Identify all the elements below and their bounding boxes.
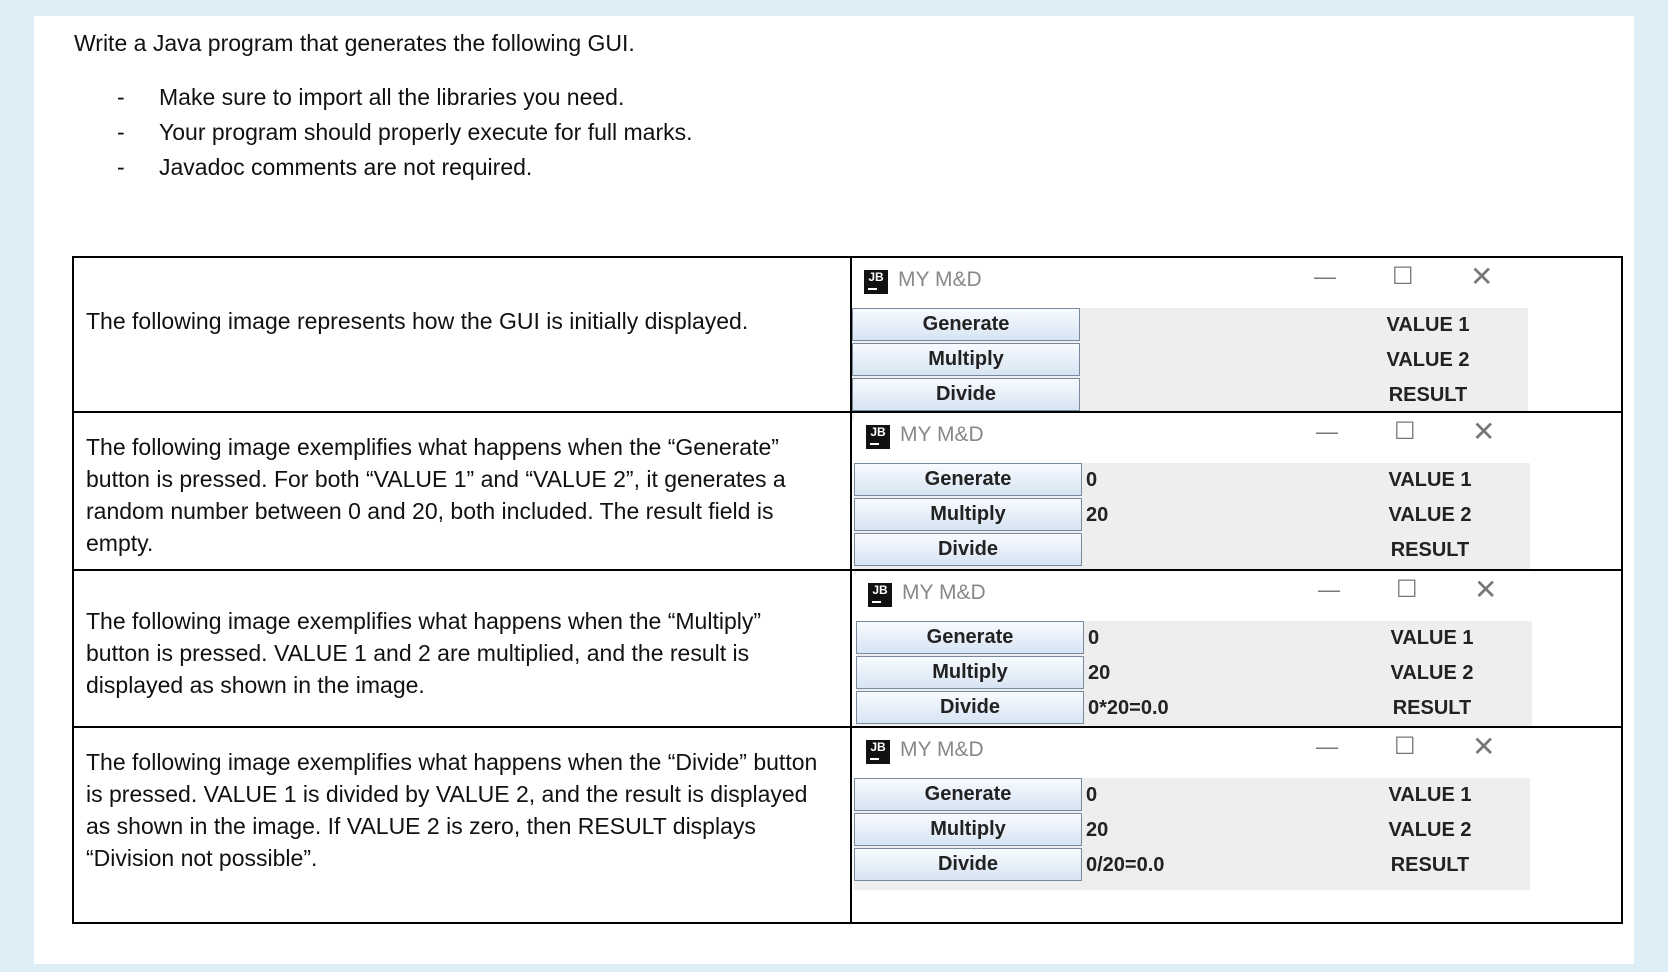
window-titlebar (854, 413, 1538, 461)
value2-label: VALUE 2 (1388, 503, 1472, 526)
result-label: RESULT (1392, 696, 1472, 719)
document-page (34, 16, 1634, 964)
generate-button[interactable]: Generate (856, 621, 1084, 654)
value1-field[interactable]: 0 (1088, 626, 1100, 649)
window-content (854, 778, 1530, 890)
value2-label: VALUE 2 (1388, 818, 1472, 841)
description-table (72, 256, 1623, 924)
list-item (117, 80, 693, 115)
window-titlebar (852, 258, 1536, 306)
minimize-icon[interactable]: — (1316, 419, 1338, 444)
multiply-button[interactable]: Multiply (854, 813, 1082, 846)
value1-field[interactable]: 0 (1086, 468, 1098, 491)
close-icon[interactable]: ✕ (1472, 416, 1496, 447)
close-icon[interactable]: ✕ (1472, 731, 1496, 762)
bullet-text: Make sure to import all the libraries you need. (159, 84, 625, 110)
result-field[interactable] (1082, 378, 1334, 412)
multiply-button[interactable]: Multiply (856, 656, 1084, 689)
window-content (856, 621, 1532, 733)
java-app-icon: JB (866, 740, 890, 764)
bullet-dash: - (117, 154, 125, 180)
gui-window (852, 258, 1536, 420)
intro-text: Write a Java program that generates the following GUI. (74, 30, 635, 56)
result-label: RESULT (1390, 538, 1470, 561)
close-icon[interactable]: ✕ (1474, 574, 1498, 605)
value2-field[interactable]: 20 (1086, 503, 1109, 526)
gui-window (854, 413, 1538, 575)
row-description: The following image exemplifies what happens when the “Multiply” button is pressed. VALUE 1 and 2 are multiplied, and the result is displayed as shown in the image. (86, 608, 762, 698)
generate-button[interactable]: Generate (854, 778, 1082, 811)
row-description: The following image exemplifies what happens when the “Generate” button is pressed. For both “VALUE 1” and “VALUE 2”, it generates a random number between 0 and 20, both included. The result field is empty. (86, 434, 786, 556)
minimize-icon[interactable]: — (1314, 264, 1336, 289)
value2-label: VALUE 2 (1386, 348, 1470, 371)
java-app-icon: JB (864, 270, 888, 294)
divide-button[interactable]: Divide (854, 848, 1082, 881)
java-app-icon: JB (868, 583, 892, 607)
minimize-icon[interactable]: — (1318, 577, 1340, 602)
table-row (74, 411, 1621, 571)
divide-button[interactable]: Divide (856, 691, 1084, 724)
value1-label: VALUE 1 (1390, 626, 1474, 649)
maximize-icon[interactable]: ☐ (1396, 576, 1418, 603)
value2-label: VALUE 2 (1390, 661, 1474, 684)
list-item (117, 150, 693, 185)
window-title: MY M&D (902, 581, 986, 604)
maximize-icon[interactable]: ☐ (1392, 263, 1414, 290)
maximize-icon[interactable]: ☐ (1394, 733, 1416, 760)
java-app-icon: JB (866, 425, 890, 449)
value1-field[interactable]: 0 (1086, 783, 1098, 806)
requirements-list (117, 80, 693, 185)
bullet-dash: - (117, 119, 125, 145)
multiply-button[interactable]: Multiply (854, 498, 1082, 531)
gui-window (854, 728, 1538, 890)
value1-label: VALUE 1 (1386, 313, 1470, 336)
divide-button[interactable]: Divide (852, 378, 1080, 411)
value2-field[interactable]: 20 (1088, 661, 1111, 684)
window-title: MY M&D (900, 738, 984, 761)
value1-field[interactable] (1082, 308, 1334, 342)
window-title: MY M&D (898, 268, 982, 291)
window-content (852, 308, 1528, 420)
table-row (74, 569, 1621, 728)
row-description: The following image exemplifies what happens when the “Divide” button is pressed. VALUE 1 is divided by VALUE 2, and the result is displayed as shown in the image. If VALUE 2 is zero, then RESULT displays “Division not possible”. (86, 749, 818, 871)
value2-field[interactable]: 20 (1086, 818, 1109, 841)
result-field[interactable]: 0/20=0.0 (1086, 853, 1165, 876)
result-field[interactable]: 0*20=0.0 (1088, 696, 1169, 719)
minimize-icon[interactable]: — (1316, 734, 1338, 759)
generate-button[interactable]: Generate (852, 308, 1080, 341)
bullet-text: Your program should properly execute for full marks. (159, 119, 693, 145)
window-title: MY M&D (900, 423, 984, 446)
table-row (74, 258, 1621, 411)
maximize-icon[interactable]: ☐ (1394, 418, 1416, 445)
row-description: The following image represents how the GUI is initially displayed. (86, 308, 749, 334)
bullet-dash: - (117, 84, 125, 110)
table-row (74, 726, 1621, 924)
window-titlebar (854, 728, 1538, 776)
multiply-button[interactable]: Multiply (852, 343, 1080, 376)
close-icon[interactable]: ✕ (1470, 261, 1494, 292)
value1-label: VALUE 1 (1388, 783, 1472, 806)
window-content (854, 463, 1530, 575)
gui-window (856, 571, 1540, 733)
value1-label: VALUE 1 (1388, 468, 1472, 491)
window-titlebar (856, 571, 1540, 619)
list-item (117, 115, 693, 150)
bullet-text: Javadoc comments are not required. (159, 154, 533, 180)
result-label: RESULT (1388, 383, 1468, 406)
divide-button[interactable]: Divide (854, 533, 1082, 566)
result-field[interactable] (1084, 533, 1336, 567)
value2-field[interactable] (1082, 343, 1334, 377)
generate-button[interactable]: Generate (854, 463, 1082, 496)
result-label: RESULT (1390, 853, 1470, 876)
